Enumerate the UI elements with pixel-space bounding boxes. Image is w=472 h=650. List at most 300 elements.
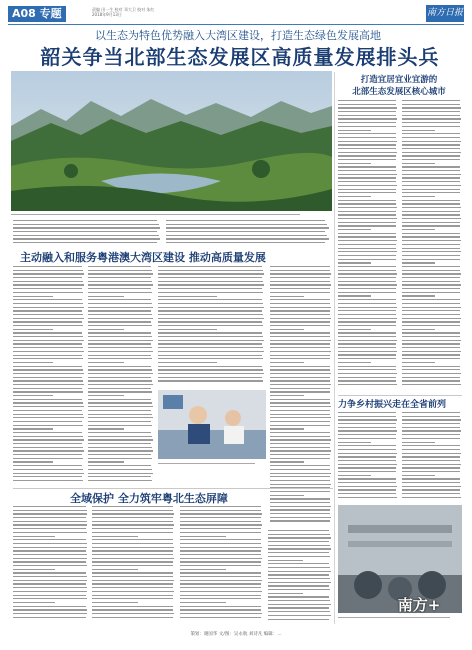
- text-line: [13, 450, 84, 451]
- text-line: [158, 318, 264, 319]
- text-line: [88, 340, 153, 341]
- text-line: [13, 473, 84, 474]
- text-line: [158, 336, 263, 337]
- text-line: [13, 227, 160, 228]
- text-line: [402, 369, 460, 370]
- text-line: [402, 351, 461, 352]
- text-line: [13, 358, 83, 359]
- text-line: [158, 343, 262, 344]
- text-line: [13, 602, 55, 603]
- text-line: [268, 593, 303, 594]
- text-line: [180, 595, 261, 596]
- text-line: [92, 550, 173, 551]
- text-line: [402, 181, 460, 182]
- text-line: [268, 530, 329, 531]
- text-line: [338, 262, 371, 263]
- text-line: [13, 609, 87, 610]
- text-line: [270, 406, 331, 407]
- text-line: [268, 600, 330, 601]
- text-line: [270, 425, 330, 426]
- text-line: [180, 591, 262, 592]
- text-line: [270, 484, 331, 485]
- text-line: [402, 384, 461, 385]
- text-line: [338, 126, 396, 127]
- text-line: [158, 351, 264, 352]
- text-line: [402, 189, 460, 190]
- text-line: [402, 471, 460, 472]
- text-line: [338, 248, 396, 249]
- text-line: [158, 314, 263, 315]
- text-line: [13, 443, 82, 444]
- text-line: [338, 489, 396, 490]
- text-line: [338, 152, 397, 153]
- photo-caption: [11, 212, 332, 215]
- text-line: [402, 467, 460, 468]
- text-line: [88, 406, 153, 407]
- text-line: [92, 517, 173, 518]
- text-line: [88, 277, 151, 278]
- text-line: [338, 347, 396, 348]
- text-line: [402, 453, 461, 454]
- text-line: [270, 495, 304, 496]
- body-column: [92, 506, 176, 624]
- text-line: [88, 428, 124, 429]
- text-line: [13, 454, 82, 455]
- text-line: [338, 166, 396, 167]
- text-line: [270, 340, 331, 341]
- text-line: [402, 122, 460, 123]
- text-line: [402, 137, 460, 138]
- text-line: [270, 402, 330, 403]
- text-line: [158, 292, 263, 293]
- text-line: [338, 100, 396, 101]
- text-line: [88, 318, 153, 319]
- text-line: [270, 520, 330, 521]
- text-line: [13, 569, 55, 570]
- text-line: [180, 572, 261, 573]
- text-line: [338, 174, 397, 175]
- text-line: [158, 277, 262, 278]
- text-line: [338, 340, 397, 341]
- text-line: [158, 377, 262, 378]
- text-line: [13, 576, 87, 577]
- section-tag: [8, 6, 66, 22]
- text-line: [13, 432, 82, 433]
- text-line: [13, 414, 83, 415]
- text-line: [92, 536, 138, 537]
- text-line: [158, 296, 217, 297]
- text-line: [158, 321, 262, 322]
- text-line: [13, 410, 82, 411]
- text-line: [338, 369, 396, 370]
- text-line: [338, 332, 396, 333]
- text-line: [270, 273, 331, 274]
- text-line: [13, 284, 84, 285]
- text-line: [92, 609, 173, 610]
- text-line: [88, 273, 153, 274]
- text-line: [180, 517, 261, 518]
- text-line: [88, 414, 152, 415]
- side-title-line: 打造宜居宜业宜游的: [360, 75, 438, 85]
- caption-line: [338, 617, 450, 618]
- text-line: [158, 329, 217, 330]
- text-line: [270, 343, 330, 344]
- text-line: [338, 189, 396, 190]
- text-line: [402, 207, 461, 208]
- text-line: [270, 310, 330, 311]
- text-line: [402, 192, 460, 193]
- text-line: [338, 377, 396, 378]
- text-line: [338, 419, 397, 420]
- text-line: [13, 447, 83, 448]
- text-line: [13, 270, 83, 271]
- text-line: [270, 443, 330, 444]
- text-line: [88, 476, 151, 477]
- text-line: [338, 453, 397, 454]
- text-line: [88, 310, 151, 311]
- text-line: [270, 476, 330, 477]
- text-line: [88, 366, 151, 367]
- text-line: [270, 428, 304, 429]
- text-line: [180, 536, 226, 537]
- text-line: [88, 480, 152, 481]
- text-line: [270, 498, 330, 499]
- text-line: [180, 580, 262, 581]
- text-line: [338, 416, 396, 417]
- text-line: [338, 358, 396, 359]
- text-line: [338, 244, 396, 245]
- body-column: [13, 266, 85, 486]
- text-line: [338, 314, 396, 315]
- text-line: [270, 447, 330, 448]
- text-line: [338, 159, 396, 160]
- text-line: [88, 450, 153, 451]
- text-line: [92, 598, 173, 599]
- text-line: [402, 430, 461, 431]
- text-line: [402, 133, 460, 134]
- text-line: [402, 419, 461, 420]
- text-line: [402, 332, 460, 333]
- text-line: [402, 277, 460, 278]
- text-line: [402, 240, 461, 241]
- text-line: [13, 384, 84, 385]
- text-line: [13, 543, 87, 544]
- text-line: [338, 181, 396, 182]
- text-line: [268, 585, 329, 586]
- text-line: [88, 358, 152, 359]
- text-line: [88, 399, 151, 400]
- text-line: [338, 107, 397, 108]
- text-line: [338, 351, 397, 352]
- text-line: [270, 299, 330, 300]
- text-line: [13, 436, 83, 437]
- text-line: [270, 296, 304, 297]
- text-line: [13, 402, 83, 403]
- text-line: [88, 465, 151, 466]
- text-line: [158, 288, 262, 289]
- text-line: [338, 192, 396, 193]
- text-line: [92, 565, 173, 566]
- text-line: [13, 373, 84, 374]
- text-line: [13, 231, 157, 232]
- text-line: [402, 115, 460, 116]
- text-line: [166, 224, 327, 225]
- text-line: [92, 513, 174, 514]
- text-line: [268, 604, 331, 605]
- text-line: [268, 574, 329, 575]
- text-line: [13, 536, 55, 537]
- text-line: [338, 384, 397, 385]
- text-line: [270, 458, 330, 459]
- text-line: [88, 373, 153, 374]
- text-line: [13, 506, 86, 507]
- text-line: [13, 561, 86, 562]
- text-line: [88, 292, 152, 293]
- text-line: [13, 369, 83, 370]
- text-line: [92, 602, 138, 603]
- body-column: [13, 506, 89, 624]
- text-line: [402, 314, 460, 315]
- column-divider: [334, 72, 335, 624]
- text-line: [270, 332, 330, 333]
- text-line: [402, 299, 460, 300]
- text-line: [268, 537, 331, 538]
- text-line: [13, 476, 82, 477]
- text-line: [180, 598, 261, 599]
- text-line: [270, 355, 330, 356]
- text-line: [13, 366, 82, 367]
- text-line: [402, 200, 460, 201]
- text-line: [180, 561, 261, 562]
- body-column: [88, 266, 154, 486]
- text-line: [338, 229, 371, 230]
- text-line: [180, 613, 262, 614]
- text-line: [270, 329, 304, 330]
- text-line: [268, 548, 331, 549]
- text-line: [13, 580, 87, 581]
- text-line: [166, 235, 327, 236]
- text-line: [180, 513, 262, 514]
- text-line: [270, 373, 331, 374]
- nanfang-plus-watermark: 南方+: [397, 596, 441, 614]
- text-line: [338, 218, 397, 219]
- text-line: [88, 436, 152, 437]
- text-line: [13, 547, 87, 548]
- text-line: [13, 266, 82, 267]
- text-line: [270, 517, 331, 518]
- text-line: [92, 510, 173, 511]
- text-line: [13, 281, 83, 282]
- text-line: [92, 576, 173, 577]
- text-line: [402, 380, 460, 381]
- text-line: [338, 310, 396, 311]
- text-line: [166, 242, 325, 243]
- text-line: [402, 329, 435, 330]
- section-heading: 主动融入和服务粤港澳大湾区建设 推动高质量发展: [20, 251, 266, 264]
- text-line: [13, 591, 87, 592]
- text-line: [402, 358, 460, 359]
- text-line: [158, 332, 262, 333]
- text-line: [402, 281, 460, 282]
- text-line: [402, 321, 460, 322]
- text-line: [402, 148, 460, 149]
- text-line: [13, 513, 87, 514]
- text-line: [88, 369, 152, 370]
- text-line: [270, 465, 330, 466]
- text-line: [338, 354, 396, 355]
- text-line: [13, 238, 160, 239]
- text-line: [88, 395, 124, 396]
- text-line: [338, 456, 396, 457]
- text-line: [13, 606, 86, 607]
- text-line: [180, 524, 262, 525]
- side-article-title: [336, 74, 462, 98]
- text-line: [402, 270, 460, 271]
- text-line: [13, 461, 53, 462]
- text-line: [88, 391, 152, 392]
- text-line: [402, 497, 461, 498]
- body-column: [180, 506, 264, 624]
- text-line: [158, 273, 264, 274]
- text-line: [13, 554, 87, 555]
- text-line: [270, 506, 331, 507]
- header-date: 2018年9月13日: [92, 12, 122, 17]
- text-line: [158, 347, 263, 348]
- text-line: [338, 163, 371, 164]
- text-line: [158, 362, 217, 363]
- right-body-text: [338, 412, 398, 502]
- text-line: [402, 442, 435, 443]
- text-line: [268, 571, 331, 572]
- text-line: [88, 332, 151, 333]
- text-line: [270, 377, 330, 378]
- text-line: [13, 340, 84, 341]
- text-line: [158, 270, 263, 271]
- text-line: [402, 482, 460, 483]
- text-line: [92, 580, 174, 581]
- text-line: [270, 303, 330, 304]
- text-line: [338, 115, 396, 116]
- text-line: [402, 460, 460, 461]
- text-line: [158, 373, 264, 374]
- text-line: [158, 355, 262, 356]
- text-line: [268, 615, 331, 616]
- text-line: [13, 325, 83, 326]
- text-line: [13, 303, 83, 304]
- text-line: [338, 104, 396, 105]
- text-line: [92, 558, 174, 559]
- text-line: [158, 380, 263, 381]
- text-line: [270, 417, 331, 418]
- text-line: [13, 439, 84, 440]
- text-line: [402, 295, 435, 296]
- text-line: [338, 118, 397, 119]
- text-line: [13, 343, 82, 344]
- text-line: [13, 277, 82, 278]
- text-line: [13, 220, 157, 221]
- text-line: [338, 343, 396, 344]
- text-line: [88, 410, 151, 411]
- text-line: [338, 373, 397, 374]
- text-line: [338, 196, 371, 197]
- text-line: [338, 148, 396, 149]
- text-line: [338, 325, 396, 326]
- text-line: [268, 607, 329, 608]
- text-line: [268, 567, 330, 568]
- text-line: [180, 565, 261, 566]
- text-line: [88, 347, 152, 348]
- text-line: [180, 554, 261, 555]
- text-line: [402, 118, 461, 119]
- text-line: [166, 227, 329, 228]
- text-line: [402, 214, 460, 215]
- text-line: [13, 421, 82, 422]
- text-line: [88, 314, 152, 315]
- kicker-title: 以生态为特色优势融入大湾区建设，打造生态绿色发展高地: [95, 29, 381, 42]
- page-header: [8, 4, 464, 25]
- text-line: [180, 606, 261, 607]
- text-line: [13, 406, 84, 407]
- text-line: [88, 473, 153, 474]
- text-line: [13, 469, 83, 470]
- text-line: [13, 510, 87, 511]
- text-line: [402, 284, 461, 285]
- side-body-text: [338, 100, 398, 390]
- text-line: [270, 321, 330, 322]
- text-line: [88, 266, 151, 267]
- text-line: [268, 619, 329, 620]
- text-line: [402, 486, 461, 487]
- text-line: [338, 445, 396, 446]
- text-line: [338, 329, 371, 330]
- text-line: [402, 196, 435, 197]
- text-line: [268, 556, 330, 557]
- text-line: [13, 539, 86, 540]
- text-line: [270, 266, 330, 267]
- body-column: [158, 266, 266, 386]
- text-line: [270, 277, 330, 278]
- section-heading: 力争乡村振兴走在全省前列: [338, 400, 447, 410]
- text-line: [180, 547, 262, 548]
- text-line: [13, 480, 83, 481]
- section-name: 专题: [39, 7, 62, 20]
- text-line: [13, 532, 87, 533]
- text-line: [92, 613, 174, 614]
- text-line: [13, 465, 82, 466]
- text-line: [270, 366, 330, 367]
- text-line: [338, 412, 396, 413]
- text-line: [88, 469, 152, 470]
- text-line: [402, 273, 461, 274]
- text-line: [402, 130, 435, 131]
- text-line: [338, 284, 397, 285]
- text-line: [270, 410, 330, 411]
- intro-text: [13, 220, 163, 246]
- text-line: [13, 524, 87, 525]
- text-line: [180, 617, 261, 618]
- text-line: [158, 299, 262, 300]
- text-line: [270, 318, 331, 319]
- text-line: [13, 613, 87, 614]
- text-line: [338, 170, 396, 171]
- text-line: [338, 177, 396, 178]
- text-line: [180, 550, 261, 551]
- text-line: [92, 583, 173, 584]
- text-line: [13, 517, 86, 518]
- section-heading: 全域保护 全力筑牢粤北生态屏障: [70, 492, 228, 505]
- text-line: [338, 203, 396, 204]
- text-line: [338, 137, 396, 138]
